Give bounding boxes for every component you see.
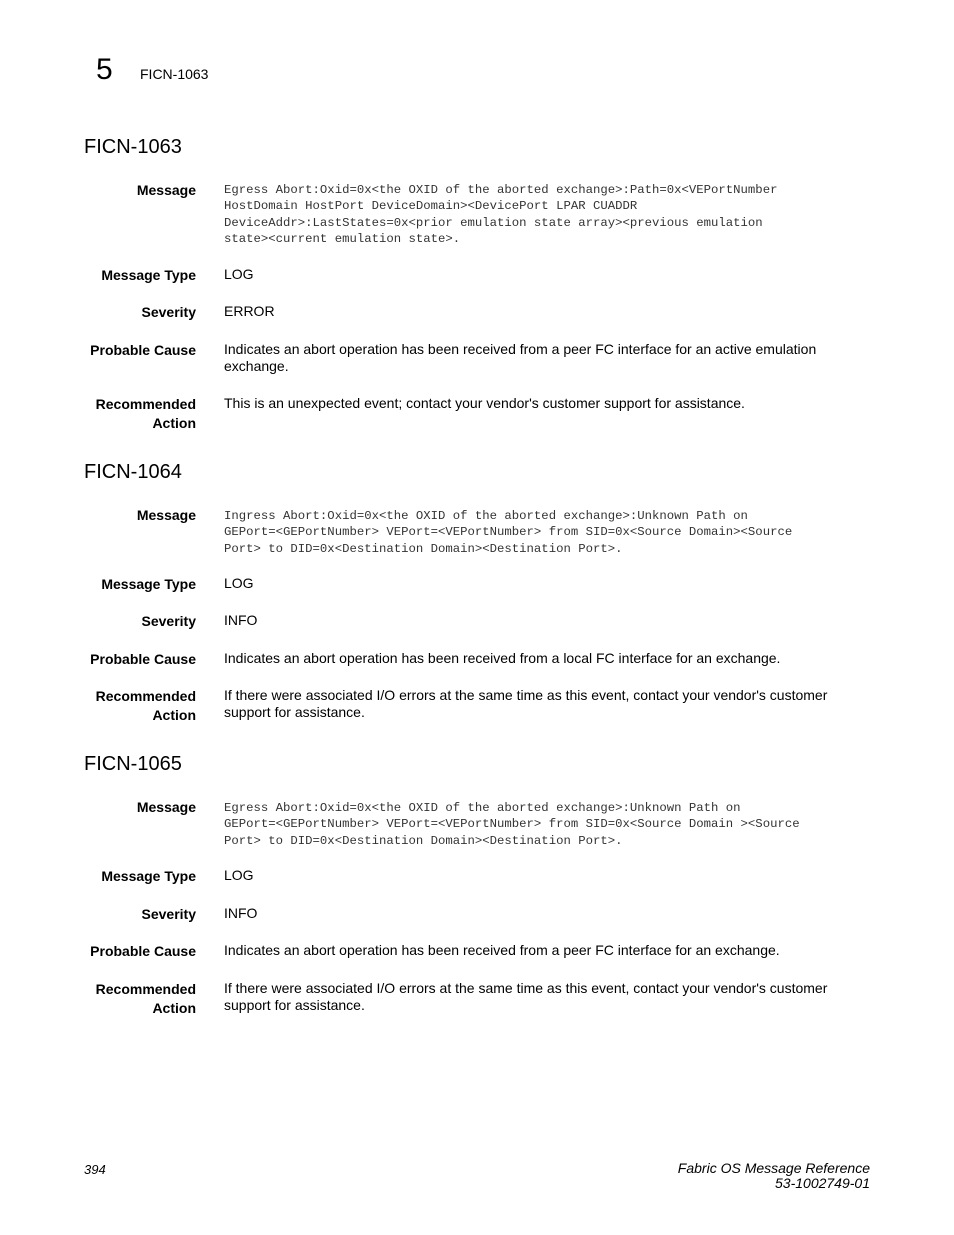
message-label: Message (136, 799, 196, 815)
document-info (678, 1161, 870, 1191)
probable-cause-label: Probable Cause (90, 943, 196, 959)
message-type-value: LOG (224, 575, 254, 591)
message-type-value: LOG (224, 867, 254, 883)
probable-cause-label: Probable Cause (90, 342, 196, 358)
severity-label: Severity (141, 304, 196, 320)
page-number: 394 (84, 1162, 106, 1177)
severity-label: Severity (141, 906, 196, 922)
recommended-action-label: Recommended Action (95, 688, 196, 723)
probable-cause-text: Indicates an abort operation has been received from a peer FC interface for an active emulation exchange. (224, 341, 817, 374)
probable-cause-text: Indicates an abort operation has been received from a peer FC interface for an exchange. (224, 942, 780, 958)
message-type-label: Message Type (101, 576, 196, 592)
severity-value: INFO (224, 905, 258, 921)
section-title: FICN-1065 (84, 753, 182, 775)
severity-value: ERROR (224, 303, 275, 319)
message-label: Message (136, 182, 196, 198)
message-text: Egress Abort:Oxid=0x<the OXID of the aborted exchange>:Path=0x<VEPortNumber HostDomain HostPort DeviceDomain><DevicePort LPAR CUADDR DeviceAddr>:LastStates=0x<prior emulation state array><previous emulation state><current emulation state>. (224, 183, 778, 247)
message-type-label: Message Type (101, 868, 196, 884)
recommended-action-text: If there were associated I/O errors at the same time as this event, contact your vendor's customer support for assistance. (224, 687, 828, 720)
probable-cause-text: Indicates an abort operation has been received from a local FC interface for an exchange. (224, 650, 781, 666)
recommended-action-label: Recommended Action (95, 981, 196, 1016)
probable-cause-label: Probable Cause (90, 651, 196, 667)
message-type-value: LOG (224, 266, 254, 282)
message-label: Message (136, 507, 196, 523)
recommended-action-text: If there were associated I/O errors at the same time as this event, contact your vendor's customer support for assistance. (224, 980, 828, 1013)
section-title: FICN-1064 (84, 461, 182, 483)
severity-value: INFO (224, 612, 258, 628)
severity-label: Severity (141, 613, 196, 629)
section-title: FICN-1063 (84, 136, 182, 158)
message-type-label: Message Type (101, 267, 196, 283)
recommended-action-label: Recommended Action (95, 396, 196, 431)
recommended-action-text: This is an unexpected event; contact your vendor's customer support for assistance. (224, 395, 745, 411)
running-title: FICN-1063 (140, 66, 209, 82)
message-text: Ingress Abort:Oxid=0x<the OXID of the aborted exchange>:Unknown Path on GEPort=<GEPortNumber> VEPort=<VEPortNumber> from SID=0x<Source Domain><Source Port> to DID=0x<Destination Domain><Destination Port>. (224, 509, 793, 556)
chapter-number: 5 (96, 53, 113, 86)
message-text: Egress Abort:Oxid=0x<the OXID of the aborted exchange>:Unknown Path on GEPort=<GEPortNumber> VEPort=<VEPortNumber> from SID=0x<Source Domain ><Source Port> to DID=0x<Destination Domain><Destination Port>. (224, 801, 800, 848)
document-number: 53-1002749-01 (775, 1175, 870, 1191)
document-title: Fabric OS Message Reference (677, 1160, 870, 1176)
